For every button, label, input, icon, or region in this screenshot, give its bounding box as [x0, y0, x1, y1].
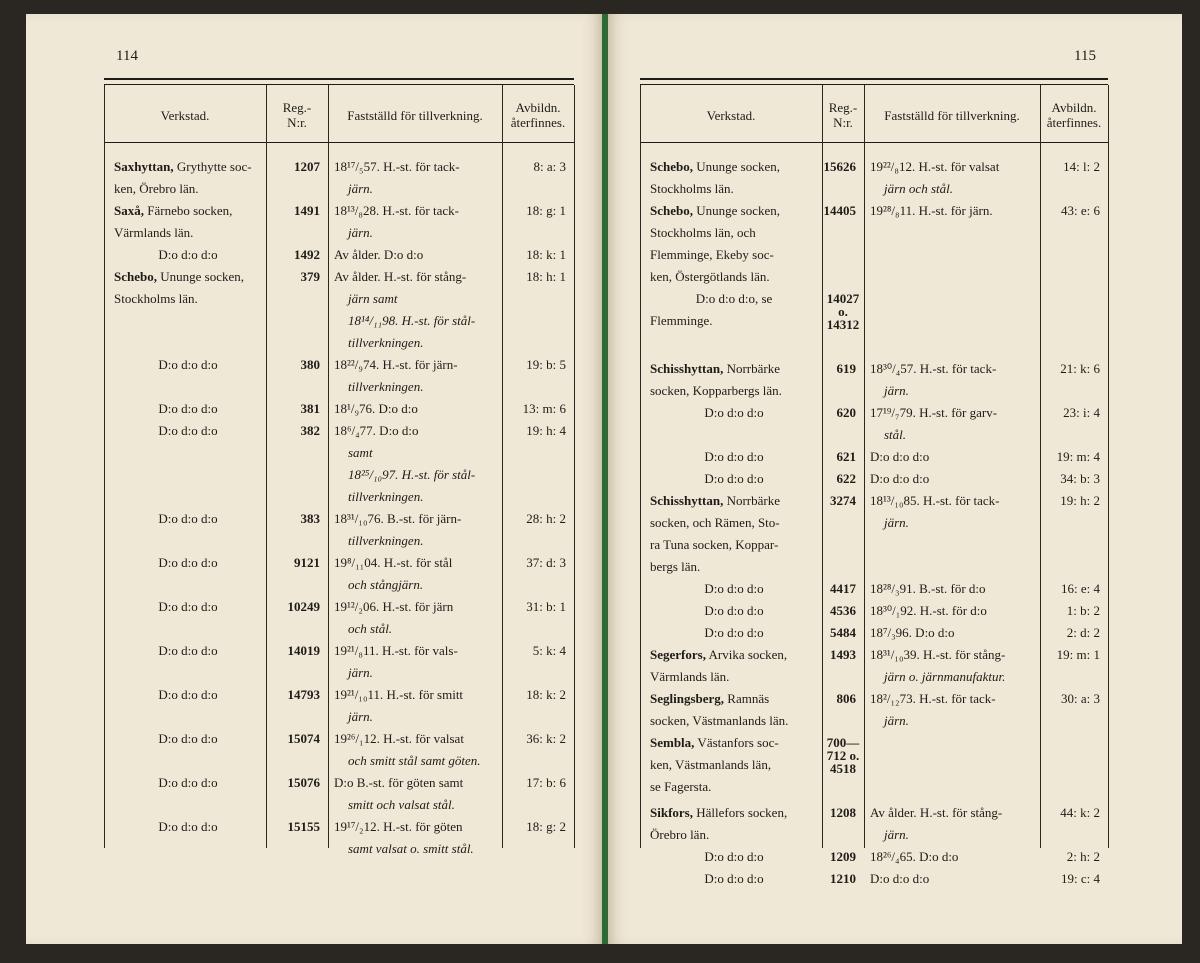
avbildn-ref: 1: b: 2: [1066, 603, 1100, 618]
faststalld-text: 19²⁶/₁12. H.-st. för valsat: [334, 731, 464, 746]
faststalld-text: järn samt: [348, 291, 398, 306]
reg-number: 14027 o. 14312: [826, 291, 860, 332]
left-page: [26, 14, 604, 944]
faststalld-text: stål.: [884, 427, 907, 442]
faststalld-text: tillverkningen.: [348, 533, 424, 548]
faststalld-text: samt valsat o. smitt stål.: [348, 841, 474, 856]
avbildn-ref: 2: h: 2: [1066, 849, 1100, 864]
reg-number: 621: [836, 449, 856, 464]
verkstad-ditto: D:o d:o d:o: [158, 401, 218, 416]
faststalld-text: 18¹/₉76. D:o d:o: [334, 401, 418, 416]
verkstad-text: Sikfors, Hällefors socken,: [650, 805, 788, 820]
faststalld-text: järn och stål.: [884, 181, 953, 196]
reg-number: 3274: [830, 493, 856, 508]
reg-number: 1492: [294, 247, 320, 262]
faststalld-text: 18¹³/₈28. H.-st. för tack-: [334, 203, 459, 218]
verkstad-ditto: D:o d:o d:o: [158, 731, 218, 746]
verkstad-name: Schebo,: [650, 203, 693, 218]
column-divider: [1108, 85, 1109, 848]
top-rule: [640, 78, 1108, 80]
verkstad-text: Schisshyttan, Norrbärke: [650, 493, 780, 508]
header-reg-nr: Reg.- N:r.: [282, 100, 312, 130]
header-faststalld: Fastställd för tillverkning.: [884, 108, 1020, 123]
avbildn-ref: 16: e: 4: [1061, 581, 1100, 596]
header-verkstad: Verkstad.: [706, 108, 756, 123]
faststalld-text: 18²⁵/₁₀97. H.-st. för stål-: [348, 467, 476, 482]
verkstad-name: Sikfors,: [650, 805, 693, 820]
verkstad-ditto: D:o d:o d:o: [158, 511, 218, 526]
verkstad-name: Sembla,: [650, 735, 695, 750]
avbildn-ref: 30: a: 3: [1061, 691, 1100, 706]
verkstad-name: Schisshyttan,: [650, 493, 724, 508]
faststalld-text: 18³⁰/₄57. H.-st. för tack-: [870, 361, 997, 376]
faststalld-text: 19¹²/₂06. H.-st. för järn: [334, 599, 454, 614]
avbildn-ref: 19: m: 1: [1056, 647, 1100, 662]
avbildn-ref: 31: b: 1: [526, 599, 566, 614]
faststalld-text: 19²¹/₈11. H.-st. för vals-: [334, 643, 458, 658]
verkstad-ditto: D:o d:o d:o: [158, 247, 218, 262]
faststalld-text: Av ålder. H.-st. för stång-: [334, 269, 467, 284]
verkstad-text: socken, Kopparbergs län.: [650, 383, 782, 398]
column-divider: [574, 85, 575, 848]
verkstad-ditto: D:o d:o d:o: [158, 423, 218, 438]
faststalld-text: 18⁶/₄77. D:o d:o: [334, 423, 419, 438]
verkstad-ditto: D:o d:o d:o: [704, 871, 764, 886]
faststalld-text: 18¹⁷/₅57. H.-st. för tack-: [334, 159, 460, 174]
avbildn-ref: 19: m: 4: [1056, 449, 1100, 464]
faststalld-text: 19⁸/₁₁04. H.-st. för stål: [334, 555, 453, 570]
verkstad-name: Segerfors,: [650, 647, 706, 662]
reg-number: 620: [836, 405, 856, 420]
reg-number: 15626: [823, 159, 856, 174]
verkstad-ditto: D:o d:o d:o: [704, 849, 764, 864]
avbildn-ref: 8: a: 3: [533, 159, 566, 174]
avbildn-ref: 37: d: 3: [526, 555, 566, 570]
verkstad-text: Stockholms län, och: [650, 225, 756, 240]
page-number: 114: [116, 48, 138, 64]
avbildn-ref: 28: h: 2: [526, 511, 566, 526]
reg-number: 1493: [830, 647, 856, 662]
faststalld-text: 18³⁰/₁92. H.-st. för d:o: [870, 603, 987, 618]
verkstad-text: se Fagersta.: [650, 779, 712, 794]
avbildn-ref: 18: g: 1: [526, 203, 566, 218]
verkstad-ditto: D:o d:o d:o: [704, 581, 764, 596]
reg-number: 15155: [287, 819, 320, 834]
reg-number: 1210: [830, 871, 856, 886]
verkstad-text: Schebo, Ununge socken,: [650, 159, 780, 174]
faststalld-text: D:o B.-st. för göten samt: [334, 775, 464, 790]
column-divider: [328, 85, 329, 848]
faststalld-text: 19²⁸/₈11. H.-st. för järn.: [870, 203, 993, 218]
faststalld-text: järn.: [884, 515, 909, 530]
avbildn-ref: 43: e: 6: [1061, 203, 1100, 218]
reg-number: 9121: [294, 555, 320, 570]
avbildn-ref: 5: k: 4: [532, 643, 566, 658]
faststalld-text: 19¹⁷/₂12. H.-st. för göten: [334, 819, 463, 834]
faststalld-text: järn o. järnmanufaktur.: [884, 669, 1006, 684]
faststalld-text: Av ålder. H.-st. för stång-: [870, 805, 1003, 820]
faststalld-text: och stål.: [348, 621, 393, 636]
faststalld-text: 17¹⁹/₇79. H.-st. för garv-: [870, 405, 998, 420]
verkstad-ditto: D:o d:o d:o, se: [695, 291, 773, 306]
avbildn-ref: 18: k: 2: [526, 687, 566, 702]
faststalld-text: 18³¹/₁₀76. B.-st. för järn-: [334, 511, 462, 526]
avbildn-ref: 36: k: 2: [526, 731, 566, 746]
reg-number: 1208: [830, 805, 856, 820]
verkstad-ditto: D:o d:o d:o: [158, 775, 218, 790]
faststalld-text: 18³¹/₁₀39. H.-st. för stång-: [870, 647, 1006, 662]
verkstad-text: Schebo, Ununge socken,: [650, 203, 780, 218]
faststalld-text: tillverkningen.: [348, 379, 424, 394]
faststalld-text: D:o d:o d:o: [870, 471, 930, 486]
verkstad-text: ken, Östergötlands län.: [650, 269, 770, 284]
avbildn-ref: 21: k: 6: [1060, 361, 1100, 376]
verkstad-text: socken, Västmanlands län.: [650, 713, 789, 728]
header-faststalld: Fastställd för tillverkning.: [347, 108, 483, 123]
header-rule: [104, 142, 574, 143]
verkstad-text: socken, och Rämen, Sto-: [650, 515, 780, 530]
verkstad-text: ken, Örebro län.: [114, 181, 199, 196]
faststalld-text: 18¹³/₁₀85. H.-st. för tack-: [870, 493, 1000, 508]
avbildn-ref: 19: c: 4: [1061, 871, 1100, 886]
column-divider: [104, 85, 105, 848]
faststalld-text: tillverkningen.: [348, 489, 424, 504]
avbildn-ref: 18: g: 2: [526, 819, 566, 834]
faststalld-text: Av ålder. D:o d:o: [334, 247, 424, 262]
verkstad-ditto: D:o d:o d:o: [704, 471, 764, 486]
faststalld-text: 18²⁶/₄65. D:o d:o: [870, 849, 959, 864]
column-divider: [640, 85, 641, 848]
faststalld-text: järn.: [884, 383, 909, 398]
avbildn-ref: 14: l: 2: [1063, 159, 1100, 174]
faststalld-text: tillverkningen.: [348, 335, 424, 350]
faststalld-text: och stångjärn.: [348, 577, 424, 592]
reg-number: 14019: [287, 643, 320, 658]
avbildn-ref: 13: m: 6: [522, 401, 566, 416]
verkstad-text: Seglingsberg, Ramnäs: [650, 691, 770, 706]
verkstad-text: ra Tuna socken, Koppar-: [650, 537, 779, 552]
page-number: 115: [1074, 48, 1096, 64]
verkstad-text: Schisshyttan, Norrbärke: [650, 361, 780, 376]
avbildn-ref: 34: b: 3: [1060, 471, 1100, 486]
reg-number: 619: [836, 361, 856, 376]
faststalld-text: järn.: [348, 665, 373, 680]
faststalld-text: 18²²/₉74. H.-st. för järn-: [334, 357, 458, 372]
verkstad-name: Saxhyttan,: [114, 159, 174, 174]
faststalld-text: järn.: [884, 713, 909, 728]
faststalld-text: järn.: [348, 181, 373, 196]
verkstad-text: ken, Västmanlands län,: [650, 757, 772, 772]
reg-number: 15076: [287, 775, 320, 790]
faststalld-text: 19²¹/₁₀11. H.-st. för smitt: [334, 687, 464, 702]
verkstad-name: Schebo,: [650, 159, 693, 174]
verkstad-text: Saxå, Färnebo socken,: [114, 203, 233, 218]
faststalld-text: järn.: [884, 827, 909, 842]
avbildn-ref: 44: k: 2: [1060, 805, 1100, 820]
verkstad-ditto: D:o d:o d:o: [704, 625, 764, 640]
verkstad-text: Stockholms län.: [650, 181, 734, 196]
reg-number: 1207: [294, 159, 320, 174]
book-spine-gutter: [602, 14, 608, 944]
faststalld-text: 18²⁸/₃91. B.-st. för d:o: [870, 581, 986, 596]
faststalld-text: järn.: [348, 225, 373, 240]
faststalld-text: järn.: [348, 709, 373, 724]
verkstad-ditto: D:o d:o d:o: [158, 819, 218, 834]
verkstad-ditto: D:o d:o d:o: [158, 555, 218, 570]
reg-number: 379: [300, 269, 320, 284]
verkstad-text: Värmlands län.: [650, 669, 730, 684]
reg-number: 5484: [830, 625, 856, 640]
reg-number: 622: [836, 471, 856, 486]
verkstad-text: Segerfors, Arvika socken,: [650, 647, 788, 662]
reg-number: 700— 712 o. 4518: [826, 735, 860, 776]
verkstad-ditto: D:o d:o d:o: [704, 603, 764, 618]
faststalld-text: D:o d:o d:o: [870, 871, 930, 886]
faststalld-text: D:o d:o d:o: [870, 449, 930, 464]
verkstad-ditto: D:o d:o d:o: [158, 643, 218, 658]
top-rule-thin: [640, 84, 1108, 85]
verkstad-text: bergs län.: [650, 559, 701, 574]
reg-number: 806: [836, 691, 856, 706]
verkstad-name: Saxå,: [114, 203, 144, 218]
avbildn-ref: 19: h: 4: [526, 423, 566, 438]
verkstad-ditto: D:o d:o d:o: [158, 599, 218, 614]
reg-number: 1209: [830, 849, 856, 864]
avbildn-ref: 23: i: 4: [1063, 405, 1100, 420]
verkstad-text: Örebro län.: [650, 827, 710, 842]
faststalld-text: samt: [348, 445, 373, 460]
avbildn-ref: 17: b: 6: [526, 775, 566, 790]
reg-number: 381: [300, 401, 320, 416]
verkstad-ditto: D:o d:o d:o: [158, 357, 218, 372]
reg-number: 10249: [287, 599, 320, 614]
avbildn-ref: 18: h: 1: [526, 269, 566, 284]
verkstad-text: Sembla, Västanfors soc-: [650, 735, 779, 750]
reg-number: 15074: [287, 731, 320, 746]
verkstad-ditto: D:o d:o d:o: [704, 449, 764, 464]
avbildn-ref: 2: d: 2: [1066, 625, 1100, 640]
avbildn-ref: 19: b: 5: [526, 357, 566, 372]
verkstad-name: Schebo,: [114, 269, 157, 284]
header-avbildn: Avbildn. återfinnes.: [1046, 100, 1102, 130]
faststalld-text: 18⁷/₃96. D:o d:o: [870, 625, 955, 640]
verkstad-text: Värmlands län.: [114, 225, 194, 240]
reg-number: 14405: [823, 203, 856, 218]
verkstad-text: Flemminge, Ekeby soc-: [650, 247, 774, 262]
header-verkstad: Verkstad.: [160, 108, 210, 123]
reg-number: 382: [300, 423, 320, 438]
verkstad-ditto: D:o d:o d:o: [158, 687, 218, 702]
faststalld-text: och smitt stål samt göten.: [348, 753, 481, 768]
reg-number: 4536: [830, 603, 856, 618]
top-rule-thin: [104, 84, 574, 85]
avbildn-ref: 19: h: 2: [1060, 493, 1100, 508]
reg-number: 14793: [287, 687, 320, 702]
verkstad-name: Schisshyttan,: [650, 361, 724, 376]
avbildn-ref: 18: k: 1: [526, 247, 566, 262]
verkstad-ditto: D:o d:o d:o: [704, 405, 764, 420]
reg-number: 380: [300, 357, 320, 372]
header-reg-nr: Reg.- N:r.: [828, 100, 858, 130]
verkstad-text: Stockholms län.: [114, 291, 198, 306]
reg-number: 1491: [294, 203, 320, 218]
column-divider: [864, 85, 865, 848]
faststalld-text: 18¹⁴/₁₁98. H.-st. för stål-: [348, 313, 476, 328]
verkstad-text: Flemminge.: [650, 313, 713, 328]
top-rule: [104, 78, 574, 80]
reg-number: 4417: [830, 581, 856, 596]
reg-number: 383: [300, 511, 320, 526]
verkstad-name: Seglingsberg,: [650, 691, 725, 706]
faststalld-text: smitt och valsat stål.: [348, 797, 455, 812]
header-rule: [640, 142, 1108, 143]
verkstad-text: Schebo, Ununge socken,: [114, 269, 244, 284]
faststalld-text: 18²/₁₂73. H.-st. för tack-: [870, 691, 996, 706]
verkstad-text: Saxhyttan, Grythytte soc-: [114, 159, 252, 174]
header-avbildn: Avbildn. återfinnes.: [510, 100, 566, 130]
faststalld-text: 19²²/₈12. H.-st. för valsat: [870, 159, 1000, 174]
